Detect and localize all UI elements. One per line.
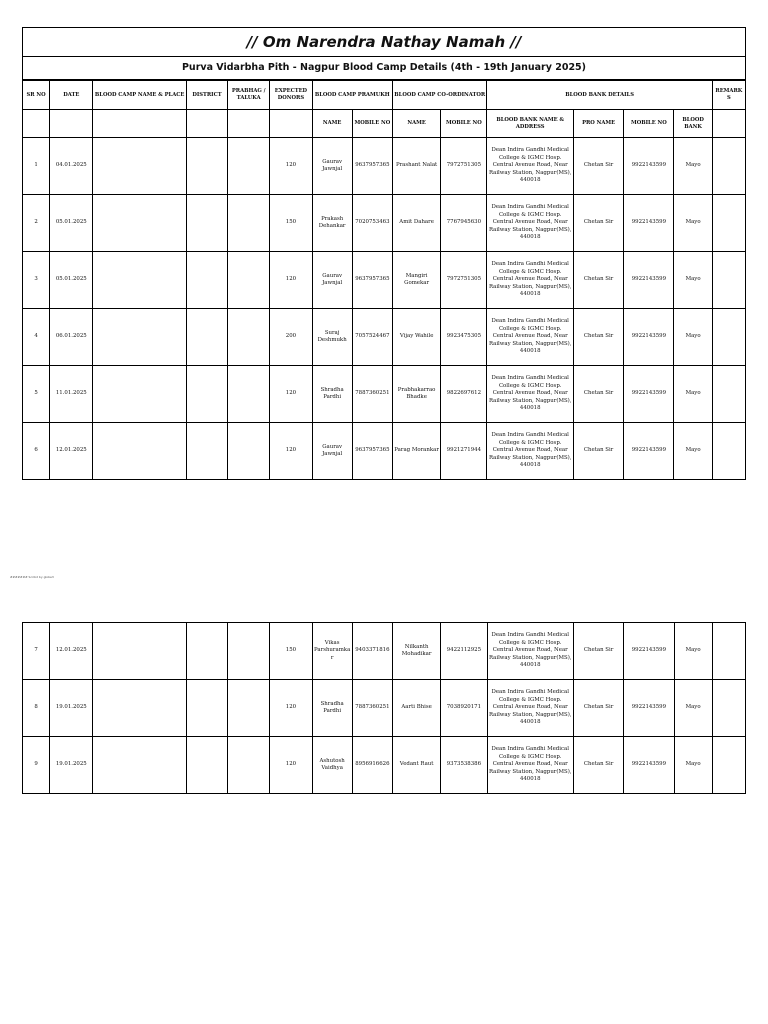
col-date: DATE — [50, 81, 93, 110]
cell-remarks — [712, 737, 745, 794]
cell-bank-mobile: 9922143599 — [624, 680, 674, 737]
cell-expected-donors: 150 — [270, 623, 312, 680]
cell-bank-address: Dean Indira Gandhi Medical College & IGMC Hosp. Central Avenue Road, Near Railway Station, Nagpur(MS), 440018 — [487, 309, 573, 366]
cell-coordinator-name: Aarti Bhise — [392, 680, 440, 737]
cell-coordinator-name: Mangiri Gomekar — [392, 252, 440, 309]
sub-bank-mobile: MOBILE NO — [624, 110, 674, 138]
table-row — [23, 138, 746, 195]
cell-blood-bank: Mayo — [674, 623, 712, 680]
cell-sr-no: 7 — [23, 623, 50, 680]
cell-pramukh-mobile: 9403371816 — [352, 623, 392, 680]
sub-pro-name: PRO NAME — [573, 110, 623, 138]
cell-date: 05.01.2025 — [50, 195, 93, 252]
col-camp-name: BLOOD CAMP NAME & PLACE — [93, 81, 187, 110]
cell-coordinator-mobile: 7767945630 — [441, 195, 487, 252]
cell-coordinator-name: Prashant Nalat — [392, 138, 440, 195]
cell-remarks — [712, 366, 745, 423]
cell-sr-no: 5 — [23, 366, 50, 423]
cell-pramukh-name: Gaurav Jawnjal — [312, 252, 352, 309]
cell-coordinator-name: Amit Dahare — [392, 195, 440, 252]
sub-coord-mobile: MOBILE NO — [441, 110, 487, 138]
cell-blood-bank: Mayo — [674, 252, 712, 309]
header-row-1 — [23, 81, 746, 110]
cell-district — [186, 737, 227, 794]
cell-sr-no: 1 — [23, 138, 50, 195]
cell-taluka — [228, 737, 270, 794]
cell-pramukh-mobile: 7020753463 — [352, 195, 392, 252]
cell-camp-name — [93, 737, 187, 794]
cell-sr-no: 6 — [23, 423, 50, 480]
table-row — [23, 737, 746, 794]
cell-district — [186, 366, 227, 423]
cell-pro-name: Chetan Sir — [573, 680, 623, 737]
cell-sr-no: 2 — [23, 195, 50, 252]
cell-pramukh-name: Gaurav Jawnjal — [312, 138, 352, 195]
table-row — [23, 252, 746, 309]
cell-bank-mobile: 9922143599 — [624, 138, 674, 195]
cell-camp-name — [93, 309, 187, 366]
table-row — [23, 623, 746, 680]
page-subtitle: Purva Vidarbha Pith - Nagpur Blood Camp Details (4th - 19th January 2025) — [22, 56, 746, 80]
cell-bank-mobile: 9922143599 — [624, 252, 674, 309]
cell-pro-name: Chetan Sir — [573, 138, 623, 195]
col-expected-donors: EXPECTED DONORS — [270, 81, 312, 110]
cell-date: 12.01.2025 — [50, 423, 93, 480]
sub-pramukh-name: NAME — [312, 110, 352, 138]
cell-remarks — [712, 252, 745, 309]
cell-bank-mobile: 9922143599 — [624, 423, 674, 480]
cell-district — [186, 623, 227, 680]
cell-district — [186, 138, 227, 195]
cell-bank-address: Dean Indira Gandhi Medical College & IGMC Hosp. Central Avenue Road, Near Railway Station, Nagpur(MS), 440018 — [487, 366, 573, 423]
cell-camp-name — [93, 423, 187, 480]
cell-sr-no: 8 — [23, 680, 50, 737]
cell-bank-address: Dean Indira Gandhi Medical College & IGMC Hosp. Central Avenue Road, Near Railway Station, Nagpur(MS), 440018 — [487, 623, 573, 680]
cell-expected-donors: 120 — [270, 252, 312, 309]
cell-bank-mobile: 9922143599 — [624, 623, 674, 680]
table-row — [23, 195, 746, 252]
cell-district — [186, 195, 227, 252]
table-row — [23, 680, 746, 737]
cell-pramukh-mobile: 9637957365 — [352, 252, 392, 309]
cell-pramukh-name: Suraj Deshmukh — [312, 309, 352, 366]
cell-coordinator-name: Prabhakarrao Bhadke — [392, 366, 440, 423]
col-sr-no: SR NO — [23, 81, 50, 110]
sub-empty — [712, 110, 745, 138]
table-row — [23, 423, 746, 480]
cell-pro-name: Chetan Sir — [573, 252, 623, 309]
cell-expected-donors: 120 — [270, 680, 312, 737]
sub-bank-name-address: BLOOD BANK NAME & ADDRESS — [487, 110, 573, 138]
cell-bank-address: Dean Indira Gandhi Medical College & IGMC Hosp. Central Avenue Road, Near Railway Station, Nagpur(MS), 440018 — [487, 252, 573, 309]
blood-camp-table — [22, 80, 746, 480]
cell-bank-address: Dean Indira Gandhi Medical College & IGMC Hosp. Central Avenue Road, Near Railway Station, Nagpur(MS), 440018 — [487, 423, 573, 480]
cell-coordinator-mobile: 7972751305 — [441, 138, 487, 195]
cell-pro-name: Chetan Sir — [573, 623, 623, 680]
cell-district — [186, 252, 227, 309]
cell-bank-mobile: 9922143599 — [624, 309, 674, 366]
cell-blood-bank: Mayo — [674, 195, 712, 252]
cell-date: 06.01.2025 — [50, 309, 93, 366]
footer-note: ####### Scribd by globe3 — [10, 575, 54, 579]
cell-pramukh-mobile: 9637957365 — [352, 423, 392, 480]
cell-remarks — [712, 423, 745, 480]
cell-date: 19.01.2025 — [50, 737, 93, 794]
cell-camp-name — [93, 623, 187, 680]
cell-remarks — [712, 623, 745, 680]
cell-remarks — [712, 195, 745, 252]
sub-empty — [186, 110, 227, 138]
cell-date: 19.01.2025 — [50, 680, 93, 737]
cell-taluka — [228, 680, 270, 737]
cell-coordinator-mobile: 7972751305 — [441, 252, 487, 309]
cell-pramukh-name: Vikas Parshuramkar — [312, 623, 352, 680]
cell-pramukh-name: Ashutosh Vaidhya — [312, 737, 352, 794]
col-bank-details: BLOOD BANK DETAILS — [487, 81, 712, 110]
cell-taluka — [228, 252, 270, 309]
cell-taluka — [228, 138, 270, 195]
cell-pro-name: Chetan Sir — [573, 366, 623, 423]
cell-taluka — [228, 366, 270, 423]
cell-pramukh-name: Prakash Dehankar — [312, 195, 352, 252]
cell-pramukh-mobile: 7057524467 — [352, 309, 392, 366]
table-row — [23, 309, 746, 366]
cell-sr-no: 3 — [23, 252, 50, 309]
cell-camp-name — [93, 366, 187, 423]
table-row — [23, 366, 746, 423]
col-prabhag: PRABHAG / TALUKA — [228, 81, 270, 110]
cell-pro-name: Chetan Sir — [573, 195, 623, 252]
sub-empty — [23, 110, 50, 138]
cell-expected-donors: 120 — [270, 423, 312, 480]
cell-camp-name — [93, 252, 187, 309]
cell-bank-address: Dean Indira Gandhi Medical College & IGMC Hosp. Central Avenue Road, Near Railway Station, Nagpur(MS), 440018 — [487, 195, 573, 252]
cell-expected-donors: 200 — [270, 309, 312, 366]
cell-pro-name: Chetan Sir — [573, 423, 623, 480]
cell-expected-donors: 120 — [270, 366, 312, 423]
cell-taluka — [228, 623, 270, 680]
sub-pramukh-mobile: MOBILE NO — [352, 110, 392, 138]
cell-blood-bank: Mayo — [674, 423, 712, 480]
sub-empty — [270, 110, 312, 138]
col-coordinator: BLOOD CAMP CO-ORDINATOR — [392, 81, 487, 110]
cell-pro-name: Chetan Sir — [573, 309, 623, 366]
cell-bank-address: Dean Indira Gandhi Medical College & IGMC Hosp. Central Avenue Road, Near Railway Station, Nagpur(MS), 440018 — [487, 138, 573, 195]
cell-pramukh-name: Shradha Pardhi — [312, 680, 352, 737]
sub-blood-bank: BLOOD BANK — [674, 110, 712, 138]
cell-district — [186, 680, 227, 737]
cell-camp-name — [93, 138, 187, 195]
col-remarks: REMARKS — [712, 81, 745, 110]
cell-date: 04.01.2025 — [50, 138, 93, 195]
sub-empty — [228, 110, 270, 138]
cell-pramukh-name: Shradha Pardhi — [312, 366, 352, 423]
cell-coordinator-name: Parag Morankar — [392, 423, 440, 480]
cell-blood-bank: Mayo — [674, 366, 712, 423]
sub-coord-name: NAME — [392, 110, 440, 138]
cell-date: 11.01.2025 — [50, 366, 93, 423]
col-district: DISTRICT — [186, 81, 227, 110]
col-pramukh: BLOOD CAMP PRAMUKH — [312, 81, 392, 110]
cell-coordinator-mobile: 9923475305 — [441, 309, 487, 366]
cell-coordinator-mobile: 9921271944 — [441, 423, 487, 480]
cell-bank-address: Dean Indira Gandhi Medical College & IGMC Hosp. Central Avenue Road, Near Railway Station, Nagpur(MS), 440018 — [487, 680, 573, 737]
cell-blood-bank: Mayo — [674, 309, 712, 366]
header-row-2 — [23, 110, 746, 138]
cell-expected-donors: 120 — [270, 138, 312, 195]
cell-bank-mobile: 9922143599 — [624, 737, 674, 794]
cell-taluka — [228, 423, 270, 480]
cell-blood-bank: Mayo — [674, 680, 712, 737]
cell-pramukh-mobile: 7887360251 — [352, 680, 392, 737]
cell-blood-bank: Mayo — [674, 138, 712, 195]
cell-bank-address: Dean Indira Gandhi Medical College & IGMC Hosp. Central Avenue Road, Near Railway Station, Nagpur(MS), 440018 — [487, 737, 573, 794]
cell-district — [186, 309, 227, 366]
cell-bank-mobile: 9922143599 — [624, 195, 674, 252]
cell-coordinator-name: Vedant Raut — [392, 737, 440, 794]
cell-coordinator-name: Vijay Wahile — [392, 309, 440, 366]
cell-coordinator-name: Nilkanth Mohadikar — [392, 623, 440, 680]
cell-district — [186, 423, 227, 480]
cell-expected-donors: 120 — [270, 737, 312, 794]
cell-pro-name: Chetan Sir — [573, 737, 623, 794]
cell-pramukh-mobile: 8956916626 — [352, 737, 392, 794]
cell-coordinator-mobile: 9822697612 — [441, 366, 487, 423]
cell-taluka — [228, 309, 270, 366]
cell-camp-name — [93, 680, 187, 737]
cell-remarks — [712, 309, 745, 366]
cell-pramukh-name: Gaurav Jawnjal — [312, 423, 352, 480]
cell-taluka — [228, 195, 270, 252]
cell-blood-bank: Mayo — [674, 737, 712, 794]
sub-empty — [93, 110, 187, 138]
cell-sr-no: 9 — [23, 737, 50, 794]
cell-coordinator-mobile: 7038920171 — [441, 680, 487, 737]
cell-sr-no: 4 — [23, 309, 50, 366]
cell-pramukh-mobile: 9637957365 — [352, 138, 392, 195]
cell-remarks — [712, 680, 745, 737]
cell-date: 12.01.2025 — [50, 623, 93, 680]
cell-camp-name — [93, 195, 187, 252]
cell-expected-donors: 150 — [270, 195, 312, 252]
cell-coordinator-mobile: 9422112925 — [441, 623, 487, 680]
cell-bank-mobile: 9922143599 — [624, 366, 674, 423]
sub-empty — [50, 110, 93, 138]
cell-remarks — [712, 138, 745, 195]
cell-date: 05.01.2025 — [50, 252, 93, 309]
page-title: // Om Narendra Nathay Namah // — [22, 27, 746, 56]
blood-camp-table-continued — [22, 622, 746, 794]
cell-coordinator-mobile: 9373538386 — [441, 737, 487, 794]
cell-pramukh-mobile: 7887360251 — [352, 366, 392, 423]
